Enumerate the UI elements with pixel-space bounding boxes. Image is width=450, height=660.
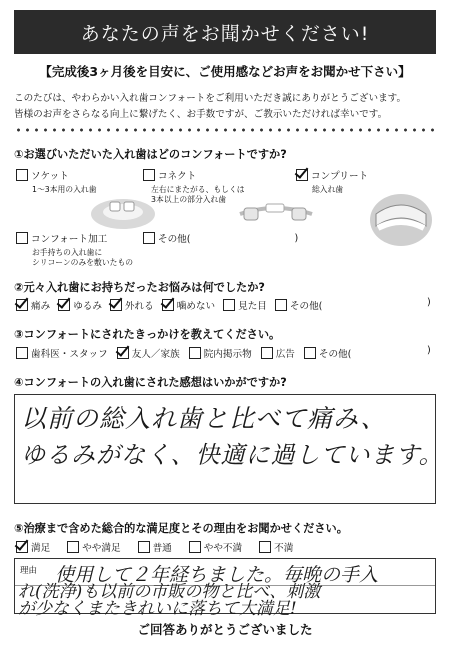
q3-option-label: 歯科医・スタッフ — [31, 349, 108, 360]
q2-options — [16, 298, 436, 312]
q2-checkbox[interactable] — [16, 299, 28, 311]
q5-option-somewhat-dissatisfied[interactable] — [189, 540, 242, 554]
q1-option-desc: 1〜3本用の入れ歯 — [32, 185, 97, 194]
q1-checkbox-other[interactable] — [143, 232, 155, 244]
q3-option-label: 広告 — [275, 349, 295, 360]
q1-option-label: ソケット — [31, 171, 69, 182]
q1-checkbox-connect[interactable] — [143, 169, 155, 181]
q1-option-complete[interactable] — [296, 168, 368, 195]
q3-option-label: 院内掲示物 — [203, 349, 252, 360]
q1-question: ①お選びいただいた入れ歯はどのコンフォートですか? — [14, 148, 287, 161]
q2-option-falls-out[interactable] — [110, 298, 154, 312]
q2-checkbox[interactable] — [162, 299, 174, 311]
q5-checkbox[interactable] — [259, 541, 271, 553]
q3-option-friend-family[interactable] — [117, 346, 180, 360]
q4-answer-line-2: ゆるみがなく、快適に過しています。 — [21, 441, 444, 469]
q5-reason-line-2: れ(洗浄)も以前の市販の物と比べ、刺激 — [18, 582, 321, 602]
q3-option-dentist-staff[interactable] — [16, 346, 108, 360]
q5-option-somewhat-satisfied[interactable] — [67, 540, 120, 554]
q5-option-label: やや不満 — [203, 543, 243, 554]
q3-option-label: その他( — [318, 349, 352, 360]
dotted-divider — [14, 128, 436, 132]
q1-checkbox-comfort-processing[interactable] — [16, 232, 28, 244]
q5-checkbox[interactable] — [16, 541, 28, 553]
q2-checkbox[interactable] — [275, 299, 287, 311]
q5-option-label: 普通 — [152, 543, 172, 554]
q5-option-neutral[interactable] — [138, 540, 172, 554]
q5-option-label: 満足 — [31, 543, 51, 554]
q5-option-satisfied[interactable] — [16, 540, 50, 554]
q5-reason-box[interactable] — [14, 558, 436, 619]
q1-option-label: コネクト — [158, 171, 197, 182]
q3-question: ③コンフォートにされたきっかけを教えてください。 — [14, 328, 281, 341]
q2-option-label: 外れる — [124, 301, 154, 312]
q2-option-pain[interactable] — [16, 298, 50, 312]
q5-option-dissatisfied[interactable] — [259, 540, 293, 554]
q4-answer-line-1: 以前の総入れ歯と比べて痛み、 — [21, 404, 387, 433]
q2-question: ②元々入れ歯にお持ちだったお悩みは何でしたか? — [14, 281, 265, 294]
q3-option-other[interactable] — [304, 346, 352, 360]
q2-option-label: 見た目 — [238, 301, 267, 312]
q1-option-comfort-processing[interactable] — [16, 231, 133, 268]
q3-checkbox[interactable] — [16, 347, 28, 359]
q1-checkbox-complete[interactable] — [296, 169, 308, 181]
q3-option-advertisement[interactable] — [261, 346, 295, 360]
q5-checkbox[interactable] — [67, 541, 79, 553]
q5-checkbox[interactable] — [138, 541, 150, 553]
q1-option-desc: お手持ちの入れ歯に — [32, 248, 103, 257]
banner-title: あなたの声をお聞かせください! — [80, 22, 370, 45]
q1-option-desc: シリコーンのみを敷いたもの — [32, 258, 134, 267]
connect-denture-photo — [236, 200, 316, 226]
q1-option-desc: 左右にまたがる、もしくは — [151, 185, 245, 194]
q1-other-close-paren: ) — [294, 232, 299, 244]
subheading: 【完成後3ヶ月後を目安に、ご使用感などお声をお聞かせ下さい】 — [39, 64, 411, 79]
q5-reason-line-1: 使用して２年経ちました。毎晩の手入 — [55, 564, 379, 586]
q3-option-clinic-poster[interactable] — [189, 346, 252, 360]
q1-option-connect[interactable] — [143, 168, 245, 205]
q2-checkbox[interactable] — [58, 299, 70, 311]
q1-option-other[interactable] — [143, 231, 298, 245]
q3-option-label: 友人／家族 — [131, 349, 180, 360]
footer-thanks: ご回答ありがとうございました — [137, 622, 313, 637]
q5-option-label: 不満 — [274, 543, 294, 554]
q4-answer-box[interactable] — [14, 394, 444, 504]
q2-option-loose[interactable] — [58, 298, 102, 312]
q5-option-label: やや満足 — [82, 543, 121, 554]
complete-denture-photo — [368, 192, 434, 248]
q2-option-appearance[interactable] — [223, 298, 267, 312]
q5-question: ⑤治療まで含めた総合的な満足度とその理由をお聞かせください。 — [14, 522, 348, 535]
q1-option-label: コンプリート — [311, 171, 369, 182]
q3-checkbox[interactable] — [117, 347, 129, 359]
q2-option-label: 噛めない — [176, 301, 216, 312]
q1-option-label: コンフォート加工 — [31, 234, 108, 245]
q3-checkbox[interactable] — [304, 347, 316, 359]
q5-reason-label: 理由 — [20, 566, 38, 576]
q2-checkbox[interactable] — [110, 299, 122, 311]
q1-checkbox-socket[interactable] — [16, 169, 28, 181]
intro-line-1: このたびは、やわらかい入れ歯コンフォートをご利用いただき誠にありがとうございます。 — [14, 93, 407, 104]
q3-options — [16, 346, 436, 360]
q2-checkbox[interactable] — [223, 299, 235, 311]
q2-option-cannot-chew[interactable] — [162, 298, 215, 312]
survey-banner — [14, 10, 436, 54]
q5-options — [16, 540, 436, 554]
q3-checkbox[interactable] — [189, 347, 201, 359]
q1-option-desc: 3本以上の部分入れ歯 — [151, 195, 227, 204]
q3-other-close-paren: ) — [427, 345, 431, 356]
q3-checkbox[interactable] — [261, 347, 273, 359]
q1-option-socket[interactable] — [16, 168, 97, 195]
q2-option-label: その他( — [289, 301, 323, 312]
q1-option-desc: 総入れ歯 — [312, 185, 344, 194]
q2-option-label: 痛み — [31, 301, 51, 312]
q1-option-label: その他( — [158, 234, 191, 245]
q4-question: ④コンフォートの入れ歯にされた感想はいかがですか? — [14, 376, 287, 389]
q2-other-close-paren: ) — [427, 297, 431, 308]
q5-checkbox[interactable] — [189, 541, 201, 553]
intro-line-2: 皆様のお声をさらなる向上に繋げたく、お手数ですが、ご教示いただければ幸いです。 — [14, 109, 388, 120]
q2-option-other[interactable] — [275, 298, 323, 312]
q5-reason-line-3: が少なくまたきれいに落ちて大満足! — [18, 599, 297, 619]
q2-option-label: ゆるみ — [73, 301, 102, 312]
